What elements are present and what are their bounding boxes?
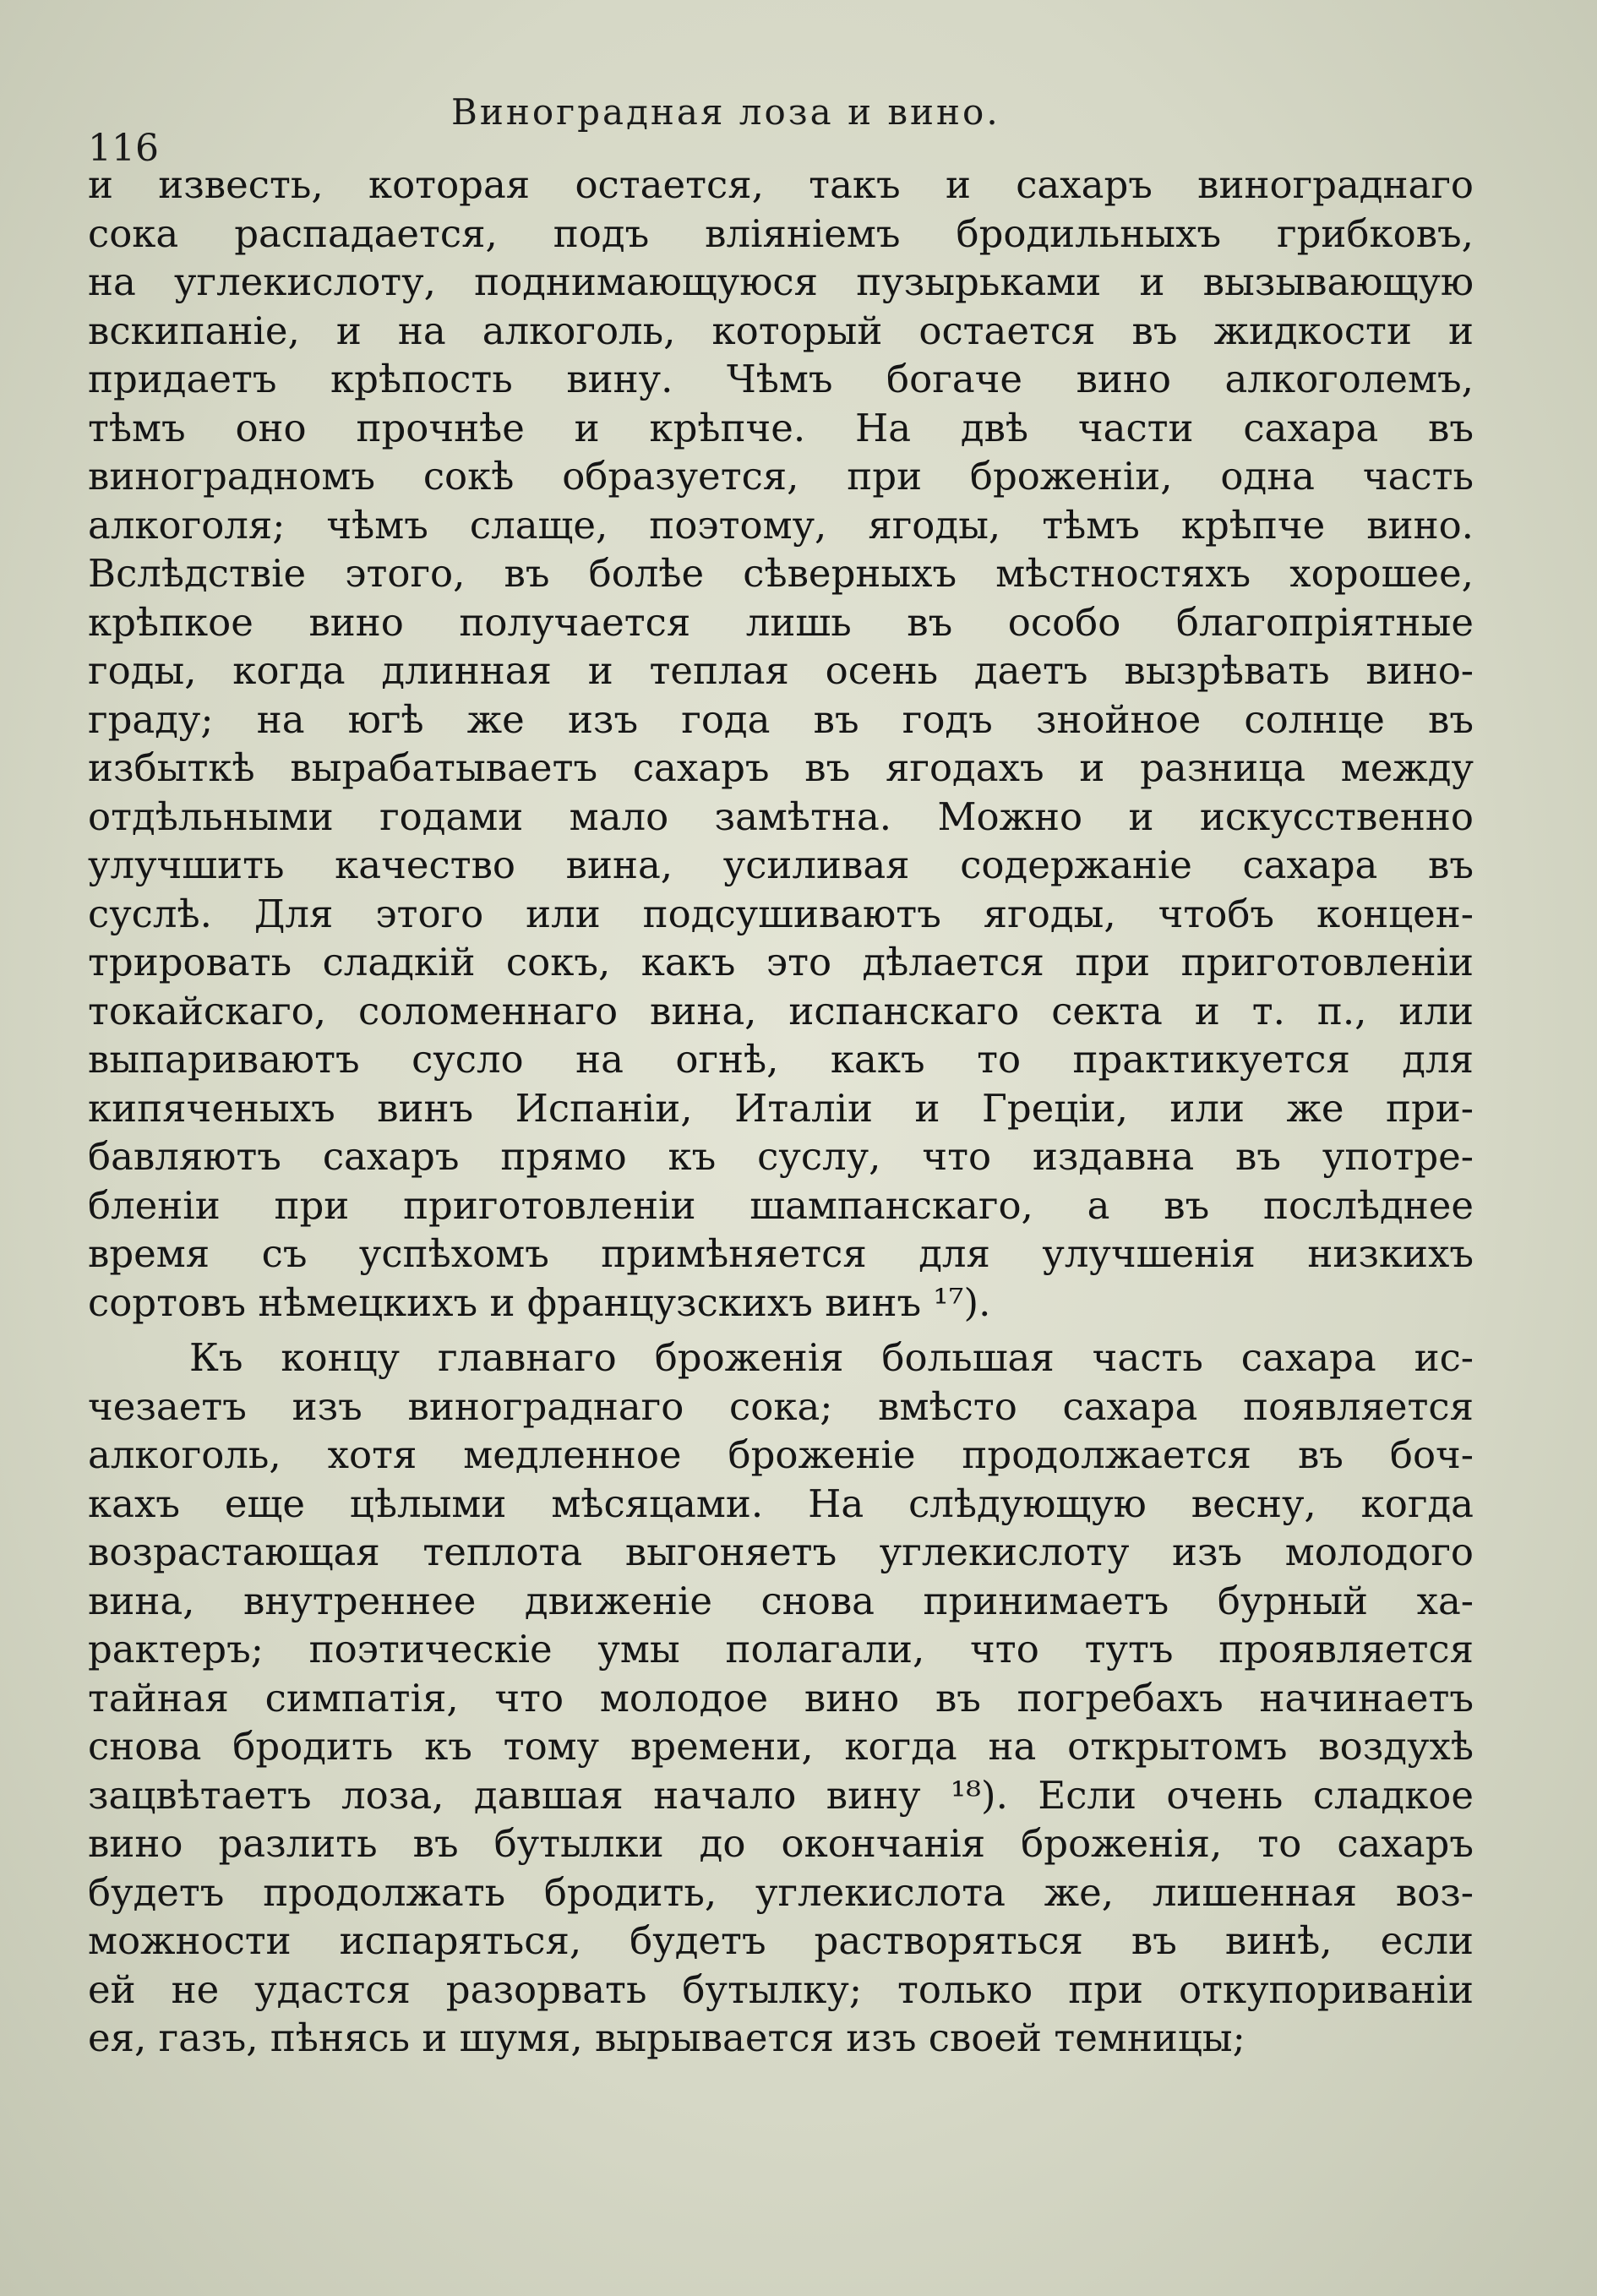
text-line: сока распадается, подъ вліяніемъ бродильныхъ грибковъ, [88,210,1474,256]
text-line: придаетъ крѣпость вину. Чѣмъ богаче вино алкоголемъ, [88,357,1474,401]
text-line: кахъ еще цѣлыми мѣсяцами. На слѣдующую весну, когда [88,1481,1474,1526]
text-line: время съ успѣхомъ примѣняется для улучшенія низкихъ [88,1231,1474,1276]
text-line: тайная симпатія, что молодое вино въ погребахъ начинаетъ [88,1675,1474,1721]
text-line: избыткѣ вырабатываетъ сахаръ въ ягодахъ и разница между [88,745,1474,790]
text-line: ея, газъ, пѣнясь и шумя, вырывается изъ своей темницы; [88,2015,1245,2060]
text-line: можности испаряться, будетъ растворяться въ винѣ, если [88,1918,1474,1963]
text-line: ей не удастся разорвать бутылку; только при откупориваніи [88,1966,1474,2012]
text-line: будетъ продолжать бродить, углекислота же, лишенная воз- [88,1869,1474,1915]
paragraph [88,1333,1474,2063]
text-line: отдѣльными годами мало замѣтна. Можно и искусственно [88,794,1474,839]
text-line: снова бродить къ тому времени, когда на открытомъ воздухѣ [88,1724,1474,1769]
text-line: рактеръ; поэтическіе умы полагали, что тутъ проявляется [88,1627,1474,1672]
text-line: Къ концу главнаго броженія большая часть сахара ис- [189,1335,1474,1380]
running-title: Виноградная лоза и вино. [451,91,1000,133]
text-line: Вслѣдствіе этого, въ болѣе сѣверныхъ мѣстностяхъ хорошее, [88,551,1474,596]
text-line: годы, когда длинная и теплая осень даетъ вызрѣвать вино- [88,648,1474,693]
text-line: чезаетъ изъ винограднаго сока; вмѣсто сахара появляется [88,1383,1474,1429]
page-number: 116 [88,127,159,170]
text-line: бавляютъ сахаръ прямо къ суслу, что издавна въ употре- [88,1134,1474,1179]
text-line: выпариваютъ сусло на огнѣ, какъ то практикуется для [88,1037,1474,1082]
text-line: кипяченыхъ винъ Испаніи, Италіи и Греціи, или же при- [88,1085,1474,1131]
text-line: улучшить качество вина, усиливая содержаніе сахара въ [88,843,1474,887]
text-line: трировать сладкій сокъ, какъ это дѣлается при приготовленіи [88,940,1474,984]
text-line: вино разлить въ бутылки до окончанія броженія, то сахаръ [88,1821,1474,1866]
text-line: и известь, которая остается, такъ и сахаръ винограднаго [88,162,1474,207]
body-text [88,161,1474,2063]
text-line: виноградномъ сокѣ образуется, при броженіи, одна часть [88,454,1474,499]
text-line: на углекислоту, поднимающуюся пузырьками и вызывающую [88,259,1474,304]
text-line: зацвѣтаетъ лоза, давшая начало вину ¹⁸). Если очень сладкое [88,1772,1474,1818]
text-line: тѣмъ оно прочнѣе и крѣпче. На двѣ части сахара въ [88,405,1474,450]
text-line: токайскаго, соломеннаго вина, испанскаго секта и т. п., или [88,988,1474,1033]
text-line: крѣпкое вино получается лишь въ особо благопріятные [88,599,1474,645]
text-line: алкоголь, хотя медленное броженіе продолжается въ боч- [88,1432,1474,1477]
text-line: суслѣ. Для этого или подсушиваютъ ягоды, чтобъ концен- [88,891,1474,936]
text-line: сортовъ нѣмецкихъ и французскихъ винъ ¹⁷). [88,1279,991,1325]
text-line: возрастающая теплота выгоняетъ углекислоту изъ молодого [88,1530,1474,1574]
paragraph [88,161,1474,1327]
page-header [88,91,1474,170]
text-line: алкоголя; чѣмъ слаще, поэтому, ягоды, тѣмъ крѣпче вино. [88,502,1474,548]
text-line: вина, внутреннее движеніе снова принимаетъ бурный ха- [88,1578,1474,1623]
text-line: граду; на югѣ же изъ года въ годъ знойное солнце въ [88,696,1474,742]
text-line: вскипаніе, и на алкоголь, который остается въ жидкости и [88,308,1474,353]
text-line: бленіи при приготовленіи шампанскаго, а въ послѣднее [88,1182,1474,1228]
